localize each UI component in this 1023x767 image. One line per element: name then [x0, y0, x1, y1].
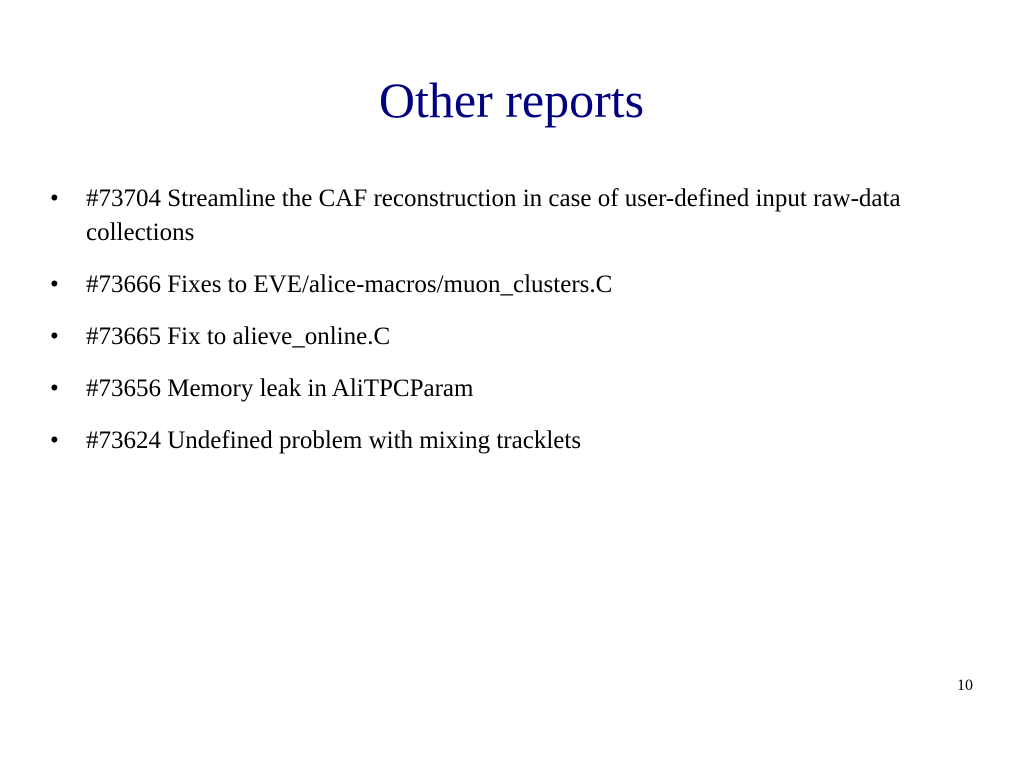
bullet-icon: •	[50, 375, 59, 402]
list-item	[50, 182, 950, 250]
list-item-text: #73656 Memory leak in AliTPCParam	[86, 375, 474, 402]
list-item	[50, 372, 950, 406]
bullet-icon: •	[50, 323, 59, 350]
list-item-text: #73666 Fixes to EVE/alice-macros/muon_clusters.C	[86, 271, 613, 298]
list-item-text: #73704 Streamline the CAF reconstruction in case of user-defined input raw-data collections	[86, 185, 901, 246]
bullet-list	[50, 182, 950, 476]
list-item	[50, 268, 950, 302]
page-number: 10	[957, 677, 973, 694]
bullet-icon: •	[50, 185, 59, 212]
list-item-text: #73665 Fix to alieve_online.C	[86, 323, 391, 350]
list-item	[50, 424, 950, 458]
slide-title: Other reports	[378, 72, 645, 128]
bullet-icon: •	[50, 271, 59, 298]
list-item	[50, 320, 950, 354]
bullet-icon: •	[50, 427, 59, 454]
list-item-text: #73624 Undefined problem with mixing tracklets	[86, 427, 582, 454]
